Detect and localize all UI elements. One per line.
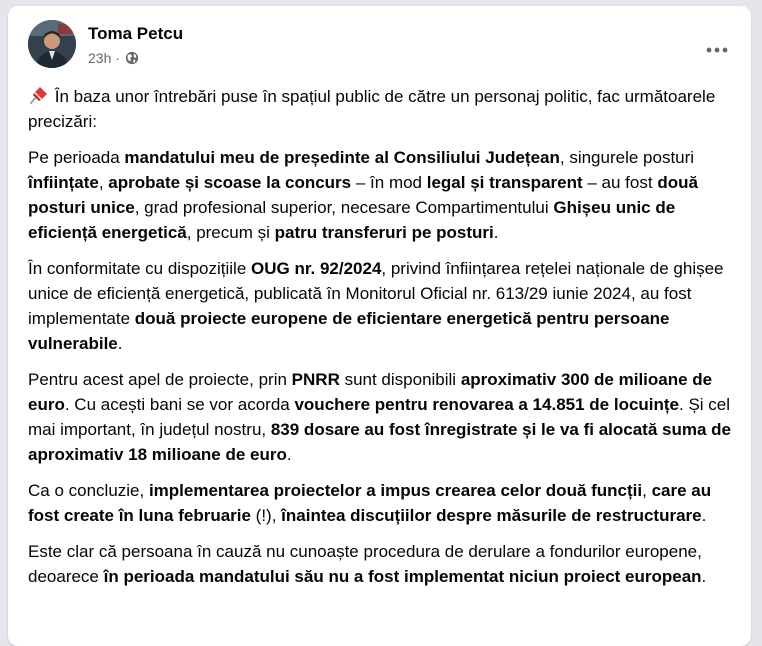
text-run: Pentru acest apel de proiecte, prin bbox=[28, 370, 292, 389]
text-run: , precum și bbox=[186, 223, 275, 242]
bold-text: aproximativ 300 de milioane de euro bbox=[28, 370, 713, 414]
post-meta bbox=[88, 50, 139, 66]
bold-text: implementarea proiectelor a impus crearea celor două funcții bbox=[148, 481, 643, 500]
text-run: . Și cel mai important, în județul nostru, bbox=[28, 395, 731, 439]
text-run: . bbox=[286, 445, 292, 464]
post-paragraph bbox=[28, 84, 737, 134]
text-run: , bbox=[98, 173, 109, 192]
bold-text: mandatului meu de președinte al Consiliului Județean bbox=[124, 148, 560, 167]
text-run: În baza unor întrebări puse în spațiul public de către un personaj politic, fac următoarele precizări: bbox=[28, 87, 716, 131]
post-card bbox=[8, 6, 751, 646]
bold-text: în perioada mandatului său nu a fost implementat niciun proiect european bbox=[103, 567, 702, 586]
bold-text: Ghișeu unic de eficiență energetică bbox=[28, 198, 676, 242]
avatar[interactable] bbox=[28, 20, 76, 68]
text-run: . bbox=[493, 223, 499, 242]
text-run: . bbox=[117, 334, 123, 353]
bold-text: OUG nr. 92/2024 bbox=[251, 259, 382, 278]
bold-text: două proiecte europene de eficientare energetică pentru persoane vulnerabile bbox=[28, 309, 670, 353]
bold-text: legal și transparent bbox=[426, 173, 583, 192]
text-run: , bbox=[642, 481, 652, 500]
post-text bbox=[28, 84, 737, 600]
bold-text: vouchere pentru renovarea a 14.851 de locuințe bbox=[294, 395, 680, 414]
post-paragraph bbox=[28, 367, 737, 467]
bold-text: aprobate și scoase la concurs bbox=[108, 173, 352, 192]
bold-text: 839 dosare au fost înregistrate și le va fi alocată suma de aproximativ 18 milioane de euro bbox=[28, 420, 731, 464]
bold-text: înaintea discuțiilor despre măsurile de restructurare bbox=[281, 506, 702, 525]
post-paragraph bbox=[28, 478, 737, 528]
more-options-button[interactable] bbox=[699, 32, 735, 68]
post-paragraph bbox=[28, 539, 737, 589]
text-run: . bbox=[701, 506, 707, 525]
text-run: – în mod bbox=[351, 173, 427, 192]
globe-icon[interactable] bbox=[125, 51, 139, 65]
profile-photo bbox=[28, 20, 76, 68]
post-time[interactable]: 23h bbox=[88, 50, 112, 66]
meta-separator: · bbox=[115, 50, 121, 66]
text-run: Ca o concluzie, bbox=[28, 481, 149, 500]
bold-text: patru transferuri pe posturi bbox=[274, 223, 494, 242]
text-run: , grad profesional superior, necesare Compartimentului bbox=[134, 198, 554, 217]
pushpin-icon bbox=[28, 86, 48, 104]
text-run: sunt disponibili bbox=[339, 370, 461, 389]
text-run: , privind înființarea rețelei naționale de ghișee unice de eficiență energetică, publicată în Monitorul Oficial nr. 613/29 iunie 2024, au fost implementate bbox=[28, 259, 724, 328]
text-run: Pe perioada bbox=[28, 148, 125, 167]
bold-text: două posturi unice bbox=[28, 173, 698, 217]
bold-text: înființate bbox=[28, 173, 99, 192]
text-run: , singurele posturi bbox=[559, 148, 695, 167]
text-run: . Cu acești bani se vor acorda bbox=[64, 395, 295, 414]
text-run: În conformitate cu dispozițiile bbox=[28, 259, 251, 278]
post-paragraph bbox=[28, 145, 737, 245]
bold-text: care au fost create în luna februarie bbox=[28, 481, 712, 525]
more-options-icon bbox=[706, 47, 728, 53]
text-run: . bbox=[701, 567, 707, 586]
post-header bbox=[28, 20, 735, 72]
post-paragraph bbox=[28, 256, 737, 356]
text-run: Este clar că persoana în cauză nu cunoaște procedura de derulare a fondurilor europene, deoarece bbox=[28, 542, 702, 586]
bold-text: PNRR bbox=[291, 370, 340, 389]
text-run: – au fost bbox=[582, 173, 658, 192]
author-name[interactable]: Toma Petcu bbox=[88, 24, 184, 43]
text-run: (!), bbox=[250, 506, 282, 525]
